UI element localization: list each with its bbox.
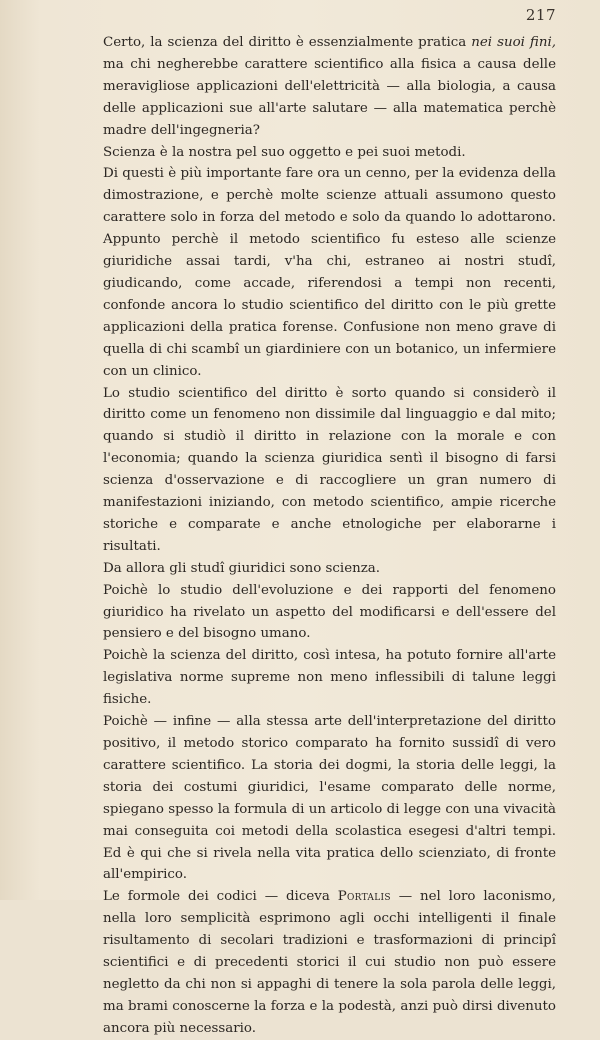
paragraph-2: Scienza è la nostra pel suo oggetto e pei suoi metodi. [103, 144, 466, 160]
paragraph-5: Da allora gli studî giuridici sono scienza. [103, 560, 381, 576]
paragraph-9-author-name: Portalis [337, 889, 391, 905]
paragraph-9-text-b: — nel loro laconismo, nella loro semplicità esprimono agli occhi intelligenti il finale risultamento di secolari tradizioni e trasformazioni di principî scientifici e di precedenti storici il cui studio non può essere negletto da chi non si appaghi di tenere la sola parola delle leggi, ma brami conoscerne la forza e la podestà, anzi può dirsi divenuto ancora più necessario. [103, 889, 556, 1036]
paragraph-1 [103, 32, 556, 142]
paragraph-9 [103, 886, 556, 1039]
paragraph-1-emphasis: nei suoi fini, [471, 35, 556, 50]
paragraph-3: Di questi è più importante fare ora un cenno, per la evidenza della dimostrazione, e perchè molte scienze attuali assumono questo carattere solo in forza del metodo e solo da quando lo adottarono. Appunto perchè il metodo scientifico fu esteso alle scienze giuridiche assai tardi, v'ha chi, estraneo ai nostri studî, giudicando, come accade, riferendosi a tempi non recenti, confonde ancora lo studio scientifico del diritto con le più grette applicazioni della pratica forense. Confusione non meno grave di quella di chi scambî un giardiniere con un botanico, un infermiere con un clinico. [103, 166, 556, 379]
body-text [103, 32, 556, 1040]
paragraph-1-text-a: Certo, la scienza del diritto è essenzialmente pratica [103, 35, 472, 50]
paragraph-4: Lo studio scientifico del diritto è sorto quando si considerò il diritto come un fenomeno non dissimile dal linguaggio e dal mito; quando si studiò il diritto in relazione con la morale e con l'economia; quando la scienza giuridica sentì il bisogno di farsi scienza d'osservazione e di raccogliere un gran numero di manifestazioni iniziando, con metodo scientifico, ampie ricerche storiche e comparate e anche etnologiche per elaborarne i risultati. [103, 385, 556, 554]
paragraph-1-text-b: ma chi negherebbe carattere scientifico alla fisica a causa delle meravigliose applicazioni dell'elettricità — alla biologia, a causa delle applicazioni sue all'arte salutare — alla matematica perchè madre dell'ingegneria? [103, 56, 556, 138]
paragraph-9-text-a: Le formole dei codici — diceva [103, 889, 338, 905]
paragraph-7: Poichè la scienza del diritto, così intesa, ha potuto fornire all'arte legislativa norme supreme non meno inflessibili di talune leggi fisiche. [103, 648, 556, 708]
paragraph-8: Poichè — infine — alla stessa arte dell'interpretazione del diritto positivo, il metodo storico comparato ha fornito sussidî di vero carattere scientifico. La storia dei dogmi, la storia delle leggi, la storia dei costumi giuridici, l'esame comparato delle norme, spiegano spesso la formula di un articolo di legge con una vivacità mai conseguita coi metodi della scolastica esegesi d'altri tempi. Ed è qui che si rivela nella vita pratica dello scienziato, di fronte all'empirico. [103, 714, 556, 883]
paragraph-6: Poichè lo studio dell'evoluzione e dei rapporti del fenomeno giuridico ha rivelato un aspetto del modificarsi e dell'essere del pensiero e del bisogno umano. [103, 582, 556, 642]
page-number: 217 [525, 6, 556, 24]
